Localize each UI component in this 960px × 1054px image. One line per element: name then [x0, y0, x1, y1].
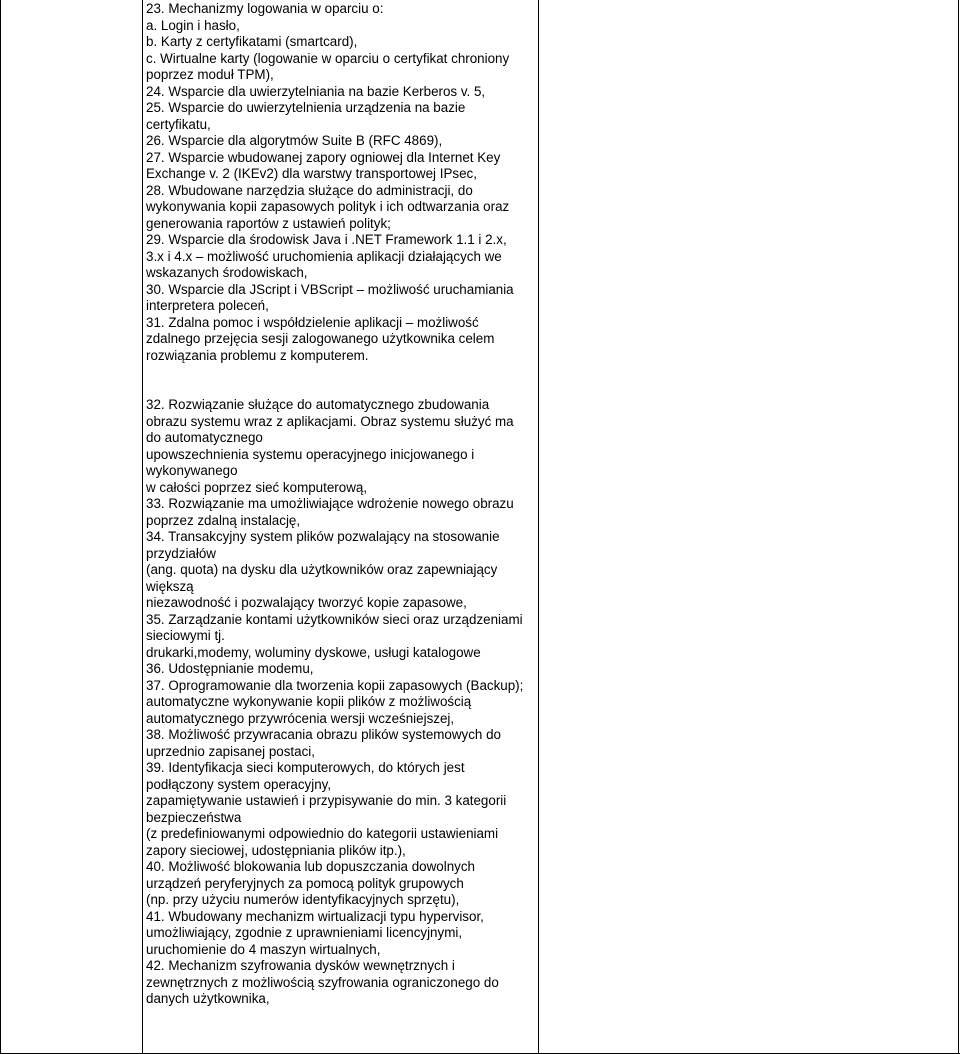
text-line: 36. Udostępnianie modemu, [146, 661, 314, 676]
paragraph-gap [146, 364, 536, 381]
text-line: w całości poprzez sieć komputerową, [146, 479, 368, 495]
text-line: wskazanych środowiskach, [146, 265, 308, 280]
text-line: wykonywanego [146, 463, 238, 478]
text-line: 31. Zdalna pomoc i współdzielenie aplikacji – możliwość [146, 314, 479, 330]
text-line: interpretera poleceń, [146, 298, 269, 313]
text-line: większą [146, 578, 194, 594]
text-line: rozwiązania problemu z komputerem. [146, 347, 369, 363]
text-line: 34. Transakcyjny system plików pozwalający na stosowanie [146, 529, 500, 544]
text-line: zapamiętywanie ustawień i przypisywanie do min. 3 kategorii [146, 793, 507, 808]
text-line: upowszechnienia systemu operacyjnego inicjowanego i [146, 446, 475, 462]
requirements-part-2 [146, 397, 536, 1008]
text-line: 25. Wsparcie do uwierzytelnienia urządzenia na bazie [146, 100, 466, 115]
text-line: 33. Rozwiązanie ma umożliwiające wdrożenie nowego obrazu [146, 496, 514, 511]
text-line: zapory sieciowej, udostępniania plików itp.), [146, 842, 406, 858]
text-line: 41. Wbudowany mechanizm wirtualizacji typu hypervisor, [146, 908, 484, 924]
text-line: drukarki,modemy, woluminy dyskowe, usługi katalogowe [146, 644, 481, 660]
requirements-cell [146, 1, 536, 1008]
table-right-border [958, 0, 959, 1054]
text-line: (z predefiniowanymi odpowiednio do kategorii ustawieniami [146, 826, 499, 841]
column-divider-1 [142, 0, 143, 1054]
text-line: urządzeń peryferyjnych za pomocą polityk grupowych [146, 875, 464, 891]
requirements-part-1 [146, 1, 536, 364]
text-line: automatycznego przywrócenia wersji wcześniejszej, [146, 710, 455, 726]
text-line: 38. Możliwość przywracania obrazu plików systemowych do [146, 727, 501, 742]
text-line: 28. Wbudowane narzędzia służące do administracji, do [146, 182, 473, 198]
text-line: bezpieczeństwa [146, 809, 242, 825]
text-line: 26. Wsparcie dla algorytmów Suite B (RFC 4869), [146, 133, 443, 148]
column-divider-2 [538, 0, 539, 1054]
text-line: 27. Wsparcie wbudowanej zapory ogniowej dla Internet Key [146, 149, 501, 165]
text-line: umożliwiający, zgodnie z uprawnieniami licencyjnymi, [146, 925, 463, 940]
text-line: zewnętrznych z możliwością szyfrowania ograniczonego do [146, 974, 499, 990]
text-line: sieciowymi tj. [146, 628, 225, 643]
text-line: 32. Rozwiązanie służące do automatycznego zbudowania [146, 397, 490, 412]
text-line: certyfikatu, [146, 116, 211, 132]
text-line: obrazu systemu wraz z aplikacjami. Obraz systemu służyć ma [146, 413, 514, 429]
table-left-border [0, 0, 1, 1054]
text-line: (ang. quota) na dysku dla użytkowników oraz zapewniający [146, 562, 498, 577]
text-line: danych użytkownika, [146, 991, 270, 1006]
text-line: automatyczne wykonywanie kopii plików z możliwością [146, 694, 472, 709]
text-line: Exchange v. 2 (IKEv2) dla warstwy transportowej IPsec, [146, 166, 477, 181]
text-line: niezawodność i pozwalający tworzyć kopie zapasowe, [146, 595, 467, 610]
text-line: poprzez zdalną instalację, [146, 512, 301, 528]
text-line: generowania raportów z ustawień polityk; [146, 215, 391, 231]
text-line: 23. Mechanizmy logowania w oparciu o: [146, 1, 384, 16]
text-line: (np. przy użyciu numerów identyfikacyjnych sprzętu), [146, 892, 460, 907]
text-line: podłączony system operacyjny, [146, 776, 332, 792]
paragraph-gap [146, 381, 536, 398]
text-line: b. Karty z certyfikatami (smartcard), [146, 34, 358, 49]
text-line: 30. Wsparcie dla JScript i VBScript – możliwość uruchamiania [146, 281, 514, 297]
text-line: poprzez moduł TPM), [146, 67, 274, 82]
text-line: uprzednio zapisanej postaci, [146, 743, 315, 759]
text-line: 24. Wsparcie dla uwierzytelniania na bazie Kerberos v. 5, [146, 83, 486, 99]
text-line: 29. Wsparcie dla środowisk Java i .NET Framework 1.1 i 2.x, [146, 232, 507, 247]
text-line: zdalnego przejęcia sesji zalogowanego użytkownika celem [146, 331, 495, 346]
text-line: 37. Oprogramowanie dla tworzenia kopii zapasowych (Backup); [146, 677, 524, 693]
text-line: uruchomienie do 4 maszyn wirtualnych, [146, 941, 381, 957]
text-line: 39. Identyfikacja sieci komputerowych, do których jest [146, 760, 465, 775]
text-line: 42. Mechanizm szyfrowania dysków wewnętrznych i [146, 958, 455, 973]
text-line: do automatycznego [146, 430, 263, 445]
text-line: 40. Możliwość blokowania lub dopuszczania dowolnych [146, 859, 475, 874]
text-line: 35. Zarządzanie kontami użytkowników sieci oraz urządzeniami [146, 611, 523, 627]
text-line: wykonywania kopii zapasowych polityk i ich odtwarzania oraz [146, 199, 510, 214]
text-line: 3.x i 4.x – możliwość uruchomienia aplikacji działających we [146, 248, 502, 264]
text-line: przydziałów [146, 545, 216, 561]
text-line: c. Wirtualne karty (logowanie w oparciu o certyfikat chroniony [146, 50, 510, 66]
text-line: a. Login i hasło, [146, 17, 240, 33]
